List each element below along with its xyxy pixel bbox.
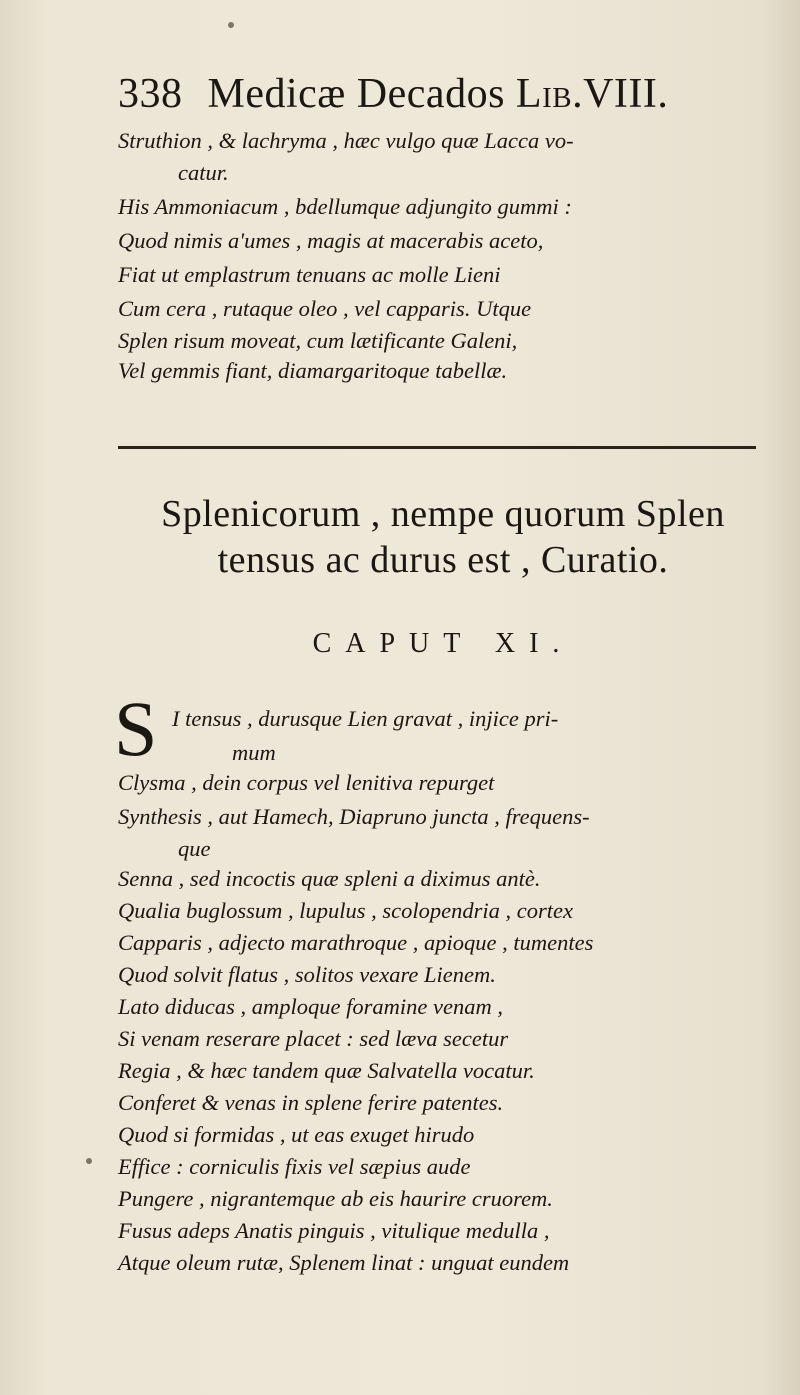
page-number: 338 [118,71,183,117]
chapter-heading: CAPUT XI. [312,628,574,659]
verse-line: mum [232,740,276,765]
verse-line: Quod si formidas , ut eas exuget hirudo [118,1122,475,1147]
running-title: Medicæ Decados [207,71,505,117]
verse-line: Splen risum moveat, cum lætificante Galeni, [118,328,518,353]
verse-line: Lato diducas , amploque foramine venam , [118,994,503,1019]
verse-line: Vel gemmis fiant, diamargaritoque tabellæ. [118,358,508,383]
verse-line: Fusus adeps Anatis pinguis , vitulique medulla , [118,1218,550,1243]
verse-line: Senna , sed incoctis quæ spleni a diximus antè. [118,866,541,891]
chapter-title: tensus ac durus est , Curatio. [217,539,669,581]
verse-line: que [178,836,211,861]
verse-line: Effice : corniculis fixis vel sæpius aude [118,1154,471,1179]
chapter-title: Splenicorum , nempe quorum Splen [161,493,725,535]
verse-line: Struthion , & lachryma , hæc vulgo quæ Lacca vo- [118,128,574,153]
verse-line: Pungere , nigrantemque ab eis haurire cruorem. [118,1186,553,1211]
verse-line: Conferet & venas in splene ferire patentes. [118,1090,504,1115]
drop-cap: S [114,685,158,772]
book-number: Lib.VIII. [515,71,669,117]
verse-line: Atque oleum rutæ, Splenem linat : unguat eundem [118,1250,570,1275]
verse-line: Capparis , adjecto marathroque , apioque , tumentes [118,930,594,955]
verse-line: Fiat ut emplastrum tenuans ac molle Lieni [118,262,501,287]
verse-line: His Ammoniacum , bdellumque adjungito gummi : [118,194,572,219]
section-divider [118,446,756,449]
verse-line: Synthesis , aut Hamech, Diapruno juncta , frequens- [118,804,590,829]
verse-line: Qualia buglossum , lupulus , scolopendria , cortex [118,898,573,923]
verse-line: Clysma , dein corpus vel lenitiva repurget [118,770,495,795]
verse-line: Quod solvit flatus , solitos vexare Lienem. [118,962,496,987]
page-header [118,70,668,118]
verse-line: Quod nimis a'umes , magis at macerabis aceto, [118,228,544,253]
verse-line: catur. [178,160,229,185]
verse-line: Regia , & hæc tandem quæ Salvatella vocatur. [118,1058,535,1083]
paper-speck [228,22,234,28]
verse-line: Cum cera , rutaque oleo , vel capparis. Utque [118,296,532,321]
verse-line: Si venam reserare placet : sed læva secetur [118,1026,509,1051]
margin-mark [86,1158,92,1164]
verse-line: I tensus , durusque Lien gravat , injice pri- [172,706,559,731]
